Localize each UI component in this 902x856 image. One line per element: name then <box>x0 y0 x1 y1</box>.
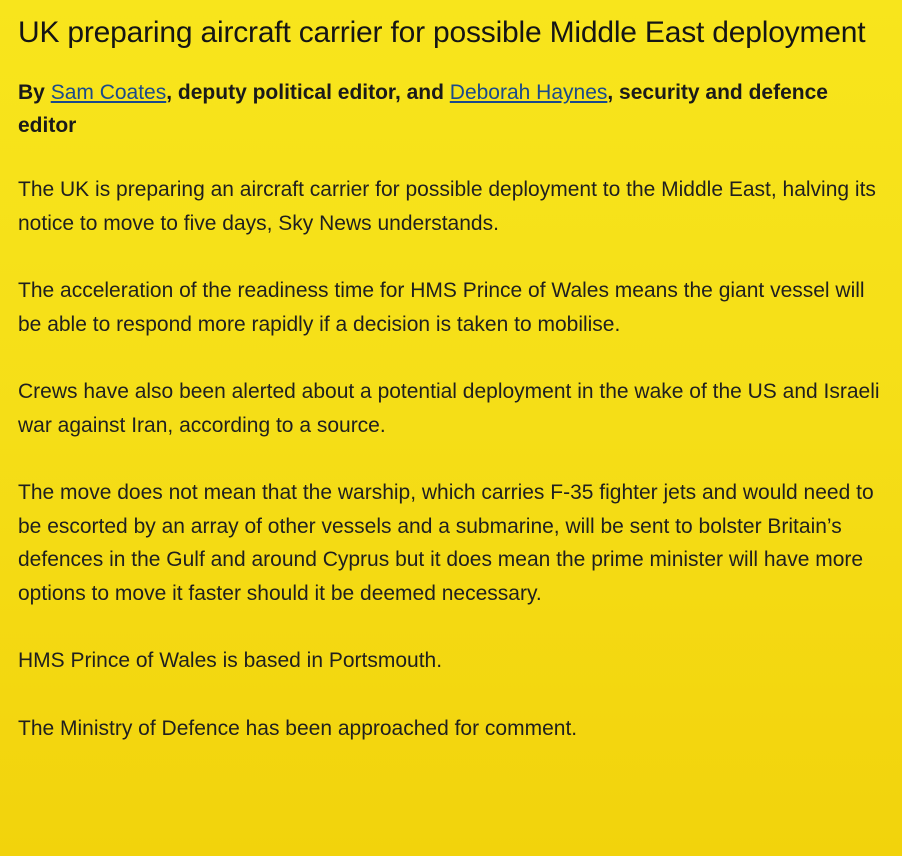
article-paragraph-1: The UK is preparing an aircraft carrier for possible deployment to the Middle East, halving its notice to move to five days, Sky News understands. <box>18 178 876 235</box>
article-paragraph-5: HMS Prince of Wales is based in Portsmouth. <box>18 649 443 672</box>
article-body <box>18 173 886 745</box>
article-paragraph-3: Crews have also been alerted about a potential deployment in the wake of the US and Israeli war against Iran, according to a source. <box>18 380 880 437</box>
article-paragraph-4: The move does not mean that the warship, which carries F-35 fighter jets and would need to be escorted by an array of other vessels and a submarine, will be sent to bolster Britain’s defences in the Gulf and around Cyprus but it does mean the prime minister will have more options to move it faster should it be deemed necessary. <box>18 481 874 605</box>
article-byline <box>18 76 886 142</box>
article-headline: UK preparing aircraft carrier for possible Middle East deployment <box>18 16 866 49</box>
author-link-deborah-haynes[interactable]: Deborah Haynes <box>449 81 608 104</box>
article-paragraph-2: The acceleration of the readiness time for HMS Prince of Wales means the giant vessel will be able to respond more rapidly if a decision is taken to mobilise. <box>18 279 865 336</box>
byline-prefix: By <box>18 81 51 104</box>
article-paragraph-6: The Ministry of Defence has been approached for comment. <box>18 716 578 740</box>
byline-author2-role: , security and defence editor <box>18 81 828 137</box>
byline-author1-role: , deputy political editor, and <box>166 81 450 104</box>
author-link-sam-coates[interactable]: Sam Coates <box>50 81 167 104</box>
